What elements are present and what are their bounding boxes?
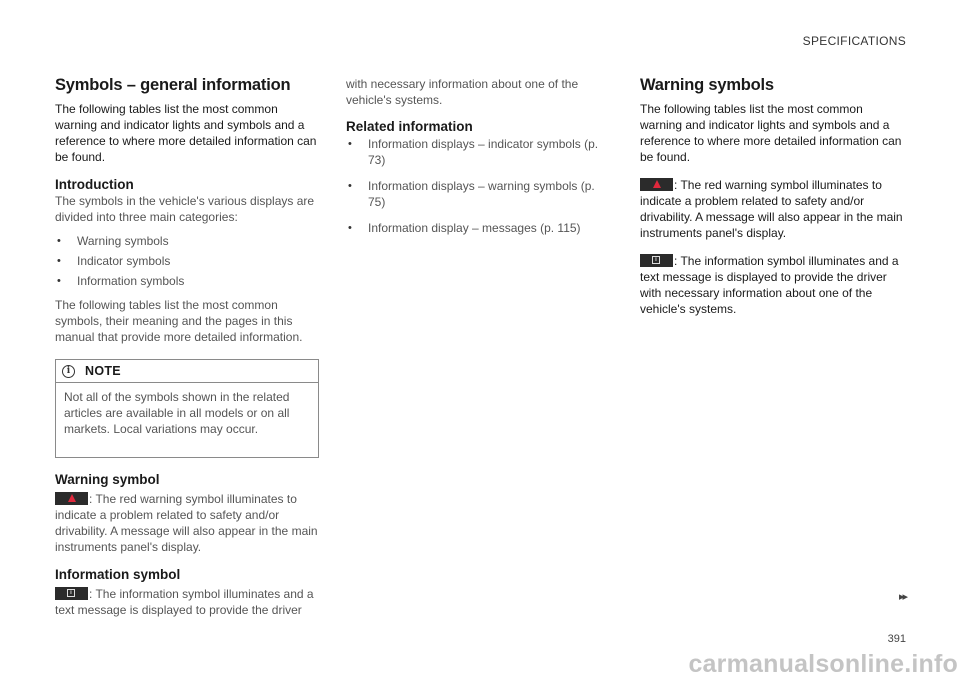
warning-symbols-intro: The following tables list the most common warning and indicator lights and symbols and a reference to where more detailed information can be found.: [640, 102, 902, 164]
note-title: NOTE: [85, 364, 121, 378]
note-text: Not all of the symbols shown in the related articles are available in all models or on all markets. Local variations may occur.: [64, 390, 290, 436]
warning-symbol-heading: Warning symbol: [55, 472, 160, 487]
bullet-icon: •: [348, 138, 352, 150]
information-icon: i: [640, 254, 673, 267]
note-info-icon: i: [62, 365, 75, 378]
note-box: [55, 359, 319, 458]
list-item: • Information symbols: [57, 274, 185, 288]
warning-triangle-icon: [640, 178, 673, 191]
information-symbol-text: i : The information symbol illuminates and a text message is displayed to provide the driver: [55, 587, 314, 617]
bullet-icon: •: [348, 180, 352, 192]
information-icon: i: [55, 587, 88, 600]
information-symbol-heading: Information symbol: [55, 567, 181, 582]
related-link[interactable]: • Information display – messages (p. 115): [348, 221, 581, 235]
warning-triangle-icon: [55, 492, 88, 505]
tables-text: The following tables list the most common symbols, their meaning and the pages in this manual that provide more detailed information.: [55, 298, 303, 344]
column-1: [55, 76, 320, 618]
bullet-icon: •: [57, 255, 61, 267]
continuation-text: with necessary information about one of the vehicle's systems.: [346, 77, 579, 107]
related-link[interactable]: • Information displays – warning symbols (p. 75): [348, 179, 595, 209]
page-number: 391: [887, 633, 906, 645]
column-2: [346, 76, 611, 236]
bullet-icon: •: [57, 235, 61, 247]
related-information-heading: Related information: [346, 119, 473, 134]
column-3: [640, 76, 905, 317]
note-header: [56, 360, 318, 383]
list-item: • Indicator symbols: [57, 254, 171, 268]
next-page-arrows-icon[interactable]: ▸▸: [898, 591, 906, 603]
section-header: SPECIFICATIONS: [802, 34, 906, 48]
warning-symbol-text: : The red warning symbol illuminates to indicate a problem related to safety and/or drivability. A message will also appear in the main instruments panel's display.: [55, 492, 318, 554]
bullet-icon: •: [348, 222, 352, 234]
bullet-icon: •: [57, 275, 61, 287]
warning-symbols-title: Warning symbols: [640, 76, 774, 94]
related-link[interactable]: • Information displays – indicator symbols (p. 73): [348, 137, 599, 167]
related-links-list: [346, 136, 611, 236]
warning-symbol-text-2: : The red warning symbol illuminates to indicate a problem related to safety and/or drivability. A message will also appear in the main instruments panel's display.: [640, 178, 903, 240]
introduction-heading: Introduction: [55, 177, 134, 192]
intro-paragraph: The following tables list the most common warning and indicator lights and symbols and a reference to where more detailed information can be found.: [55, 102, 317, 164]
introduction-text: The symbols in the vehicle's various displays are divided into three main categories:: [55, 194, 315, 224]
information-symbol-text-2: i : The information symbol illuminates and a text message is displayed to provide the driver with necessary information about one of the vehicle's systems.: [640, 254, 899, 316]
watermark: carmanualsonline.info: [688, 650, 958, 678]
list-item: • Warning symbols: [57, 234, 169, 248]
page-title: Symbols – general information: [55, 76, 291, 94]
category-list: [55, 233, 320, 289]
